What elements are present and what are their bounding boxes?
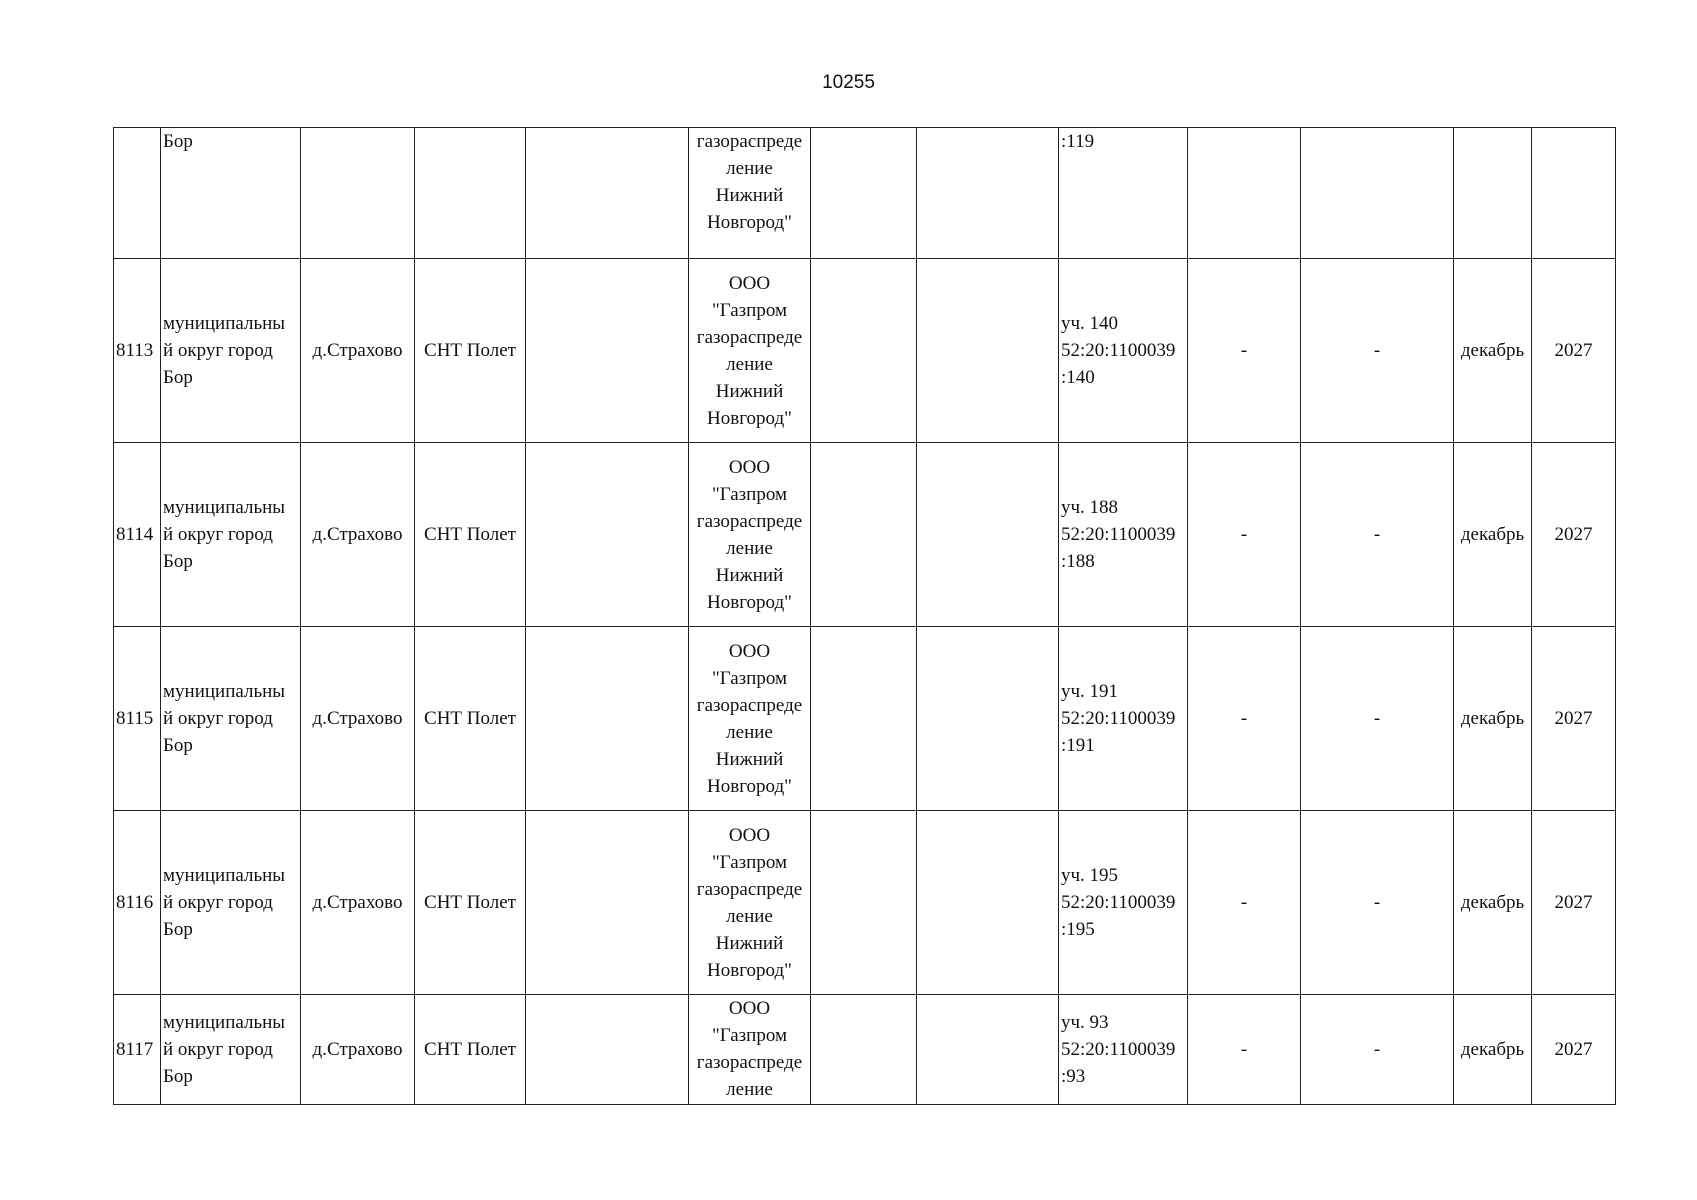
- cadastral-line: :119: [1061, 131, 1095, 152]
- organization-line: Новгород": [707, 212, 792, 233]
- organization-line: Новгород": [707, 591, 792, 613]
- snt-cell: СНТ Полет: [415, 811, 526, 995]
- cadastral-line: 52:20:1100039: [1061, 1039, 1176, 1060]
- dash-cell: -: [1301, 259, 1454, 443]
- snt-cell: СНТ Полет: [415, 995, 526, 1105]
- municipality-line: й округ город: [163, 524, 273, 545]
- municipality-line: Бор: [163, 367, 193, 388]
- dash-cell: -: [1301, 627, 1454, 811]
- empty-cell: [526, 259, 689, 443]
- year-cell: 2027: [1532, 811, 1616, 995]
- row-number-cell: 8114: [114, 443, 161, 627]
- cadastral-cell: [1059, 627, 1188, 811]
- municipality-line: й округ город: [163, 892, 273, 913]
- dash-cell: -: [1301, 995, 1454, 1105]
- cadastral-line: 52:20:1100039: [1061, 340, 1176, 361]
- organization-line: Нижний: [715, 564, 784, 586]
- organization-line: ление: [726, 158, 773, 179]
- year-cell: 2027: [1532, 259, 1616, 443]
- municipality-cell: [161, 259, 301, 443]
- cadastral-line: :191: [1061, 735, 1095, 756]
- municipality-line: Бор: [163, 919, 193, 940]
- month-cell: декабрь: [1454, 995, 1532, 1105]
- organization-line: ление: [726, 905, 773, 927]
- empty-cell: [1454, 128, 1532, 259]
- organization-cell: [689, 259, 811, 443]
- organization-line: ление: [726, 1079, 773, 1100]
- table-row: [114, 995, 1616, 1105]
- cadastral-cell: [1059, 259, 1188, 443]
- empty-cell: [811, 627, 917, 811]
- locality-cell: д.Страхово: [301, 811, 415, 995]
- snt-cell: СНТ Полет: [415, 627, 526, 811]
- table-row: [114, 443, 1616, 627]
- organization-line: Новгород": [707, 407, 792, 429]
- table-row: [114, 259, 1616, 443]
- organization-cell: [689, 627, 811, 811]
- cadastral-line: уч. 188: [1061, 497, 1119, 518]
- dash-cell: -: [1188, 259, 1301, 443]
- organization-cell: [689, 128, 811, 259]
- dash-cell: -: [1301, 811, 1454, 995]
- month-cell: декабрь: [1454, 811, 1532, 995]
- row-number-cell: [114, 128, 161, 259]
- cadastral-line: :188: [1061, 551, 1095, 572]
- cadastral-line: :140: [1061, 367, 1095, 388]
- organization-cell: [689, 443, 811, 627]
- page-number: 10255: [822, 72, 875, 93]
- organization-line: газораспреде: [696, 510, 803, 532]
- empty-cell: [1301, 128, 1454, 259]
- organization-line: газораспреде: [696, 326, 803, 348]
- municipality-cell: [161, 995, 301, 1105]
- year-cell: 2027: [1532, 995, 1616, 1105]
- cadastral-line: уч. 140: [1061, 313, 1119, 334]
- empty-cell: [811, 259, 917, 443]
- table-row: [114, 811, 1616, 995]
- organization-line: Нижний: [715, 185, 784, 206]
- snt-cell: [415, 128, 526, 259]
- empty-cell: [917, 128, 1059, 259]
- municipality-line: й округ город: [163, 1039, 273, 1060]
- organization-line: "Газпром: [711, 299, 788, 321]
- locality-cell: д.Страхово: [301, 443, 415, 627]
- municipality-line: муниципальны: [163, 313, 286, 334]
- dash-cell: -: [1188, 811, 1301, 995]
- municipality-line: муниципальны: [163, 681, 286, 702]
- dash-cell: -: [1188, 627, 1301, 811]
- municipality-line: Бор: [163, 551, 193, 572]
- organization-line: Нижний: [715, 932, 784, 954]
- organization-line: газораспреде: [696, 694, 803, 716]
- cadastral-cell: [1059, 128, 1188, 259]
- municipality-line: Бор: [163, 1066, 193, 1087]
- dash-cell: -: [1188, 443, 1301, 627]
- row-number-cell: 8117: [114, 995, 161, 1105]
- organization-line: Нижний: [715, 380, 784, 402]
- empty-cell: [917, 995, 1059, 1105]
- organization-line: ООО: [728, 998, 771, 1019]
- organization-line: "Газпром: [711, 1025, 788, 1046]
- municipality-line: Бор: [163, 735, 193, 756]
- cadastral-line: уч. 191: [1061, 681, 1119, 702]
- cadastral-line: 52:20:1100039: [1061, 524, 1176, 545]
- empty-cell: [917, 443, 1059, 627]
- cadastral-line: :195: [1061, 919, 1095, 940]
- empty-cell: [811, 443, 917, 627]
- empty-cell: [917, 811, 1059, 995]
- cadastral-cell: [1059, 995, 1188, 1105]
- organization-line: "Газпром: [711, 667, 788, 689]
- organization-line: Нижний: [715, 748, 784, 770]
- locality-cell: д.Страхово: [301, 627, 415, 811]
- cadastral-line: уч. 93: [1061, 1012, 1109, 1033]
- organization-cell: [689, 995, 811, 1105]
- empty-cell: [526, 627, 689, 811]
- municipality-line: муниципальны: [163, 1012, 286, 1033]
- cadastral-line: 52:20:1100039: [1061, 892, 1176, 913]
- locality-cell: [301, 128, 415, 259]
- organization-line: газораспреде: [696, 1052, 803, 1073]
- organization-line: ление: [726, 537, 773, 559]
- empty-cell: [526, 443, 689, 627]
- register-table: [113, 127, 1616, 1105]
- organization-line: Новгород": [707, 959, 792, 981]
- cadastral-cell: [1059, 443, 1188, 627]
- municipality-line: муниципальны: [163, 497, 286, 518]
- month-cell: декабрь: [1454, 627, 1532, 811]
- locality-cell: д.Страхово: [301, 995, 415, 1105]
- month-cell: декабрь: [1454, 259, 1532, 443]
- empty-cell: [526, 995, 689, 1105]
- organization-cell: [689, 811, 811, 995]
- municipality-text: Бор: [163, 131, 193, 152]
- snt-cell: СНТ Полет: [415, 259, 526, 443]
- empty-cell: [917, 259, 1059, 443]
- empty-cell: [811, 995, 917, 1105]
- table-row-partial: [114, 128, 1616, 259]
- row-number-cell: 8113: [114, 259, 161, 443]
- empty-cell: [811, 128, 917, 259]
- organization-line: ООО: [728, 640, 771, 662]
- empty-cell: [917, 627, 1059, 811]
- table-row: [114, 627, 1616, 811]
- empty-cell: [811, 811, 917, 995]
- empty-cell: [1188, 128, 1301, 259]
- dash-cell: -: [1188, 995, 1301, 1105]
- municipality-cell: [161, 811, 301, 995]
- organization-line: ление: [726, 721, 773, 743]
- year-cell: 2027: [1532, 443, 1616, 627]
- locality-cell: д.Страхово: [301, 259, 415, 443]
- municipality-line: й округ город: [163, 708, 273, 729]
- cadastral-line: 52:20:1100039: [1061, 708, 1176, 729]
- row-number-cell: 8116: [114, 811, 161, 995]
- municipality-cell: [161, 443, 301, 627]
- municipality-line: й округ город: [163, 340, 273, 361]
- organization-line: газораспреде: [696, 878, 803, 900]
- empty-cell: [526, 811, 689, 995]
- empty-cell: [1532, 128, 1616, 259]
- organization-line: "Газпром: [711, 483, 788, 505]
- dash-cell: -: [1301, 443, 1454, 627]
- municipality-cell: [161, 128, 301, 259]
- organization-line: ООО: [728, 824, 771, 846]
- organization-line: газораспреде: [696, 131, 803, 152]
- organization-line: Новгород": [707, 775, 792, 797]
- municipality-cell: [161, 627, 301, 811]
- organization-line: ООО: [728, 272, 771, 294]
- organization-line: "Газпром: [711, 851, 788, 873]
- organization-line: ООО: [728, 456, 771, 478]
- empty-cell: [526, 128, 689, 259]
- cadastral-cell: [1059, 811, 1188, 995]
- month-cell: декабрь: [1454, 443, 1532, 627]
- snt-cell: СНТ Полет: [415, 443, 526, 627]
- row-number-cell: 8115: [114, 627, 161, 811]
- municipality-line: муниципальны: [163, 865, 286, 886]
- cadastral-line: уч. 195: [1061, 865, 1119, 886]
- year-cell: 2027: [1532, 627, 1616, 811]
- cadastral-line: :93: [1061, 1066, 1086, 1087]
- organization-line: ление: [726, 353, 773, 375]
